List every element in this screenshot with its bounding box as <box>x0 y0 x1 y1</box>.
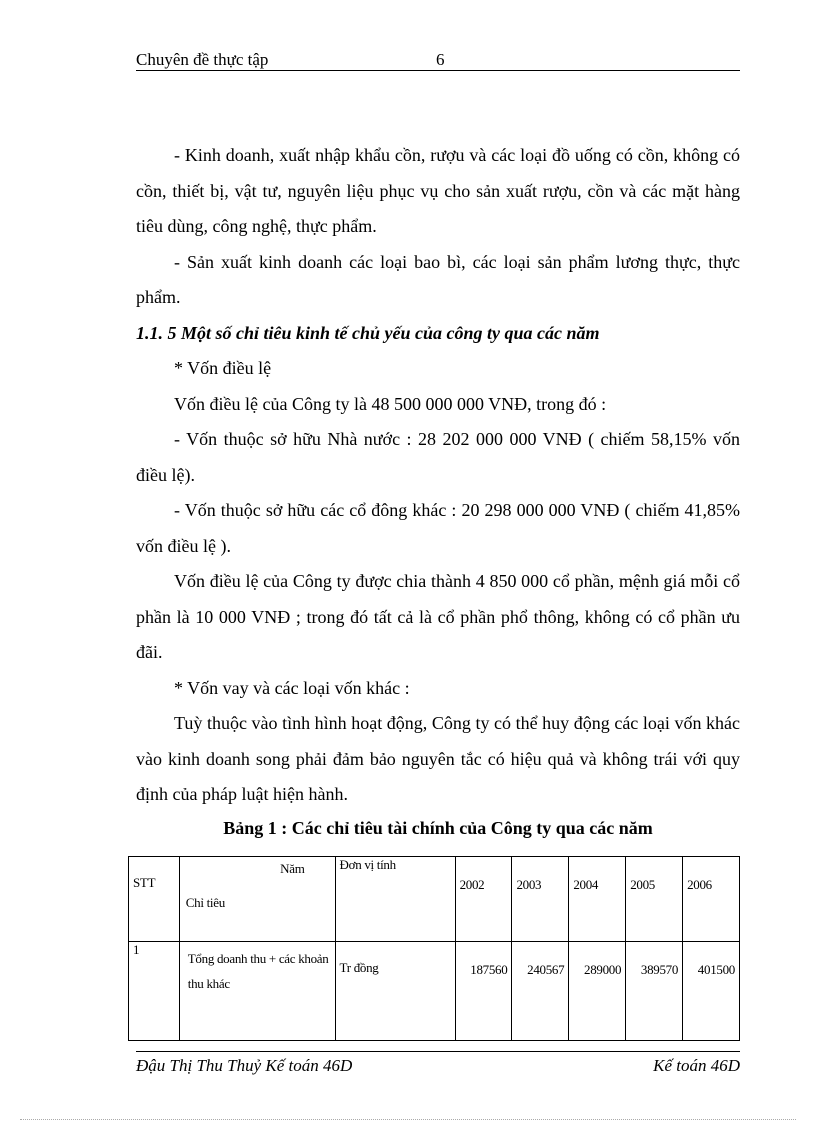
page-edge-divider <box>20 1119 796 1120</box>
row-indicator: Tổng doanh thu + các khoản thu khác <box>179 942 335 1041</box>
paragraph-business-2: - Sản xuất kinh doanh các loại bao bì, các loại sản phẩm lương thực, thực phẩm. <box>136 251 740 307</box>
paragraph-state-capital: - Vốn thuộc sở hữu Nhà nước : 28 202 000 000 VNĐ ( chiếm 58,15% vốn điều lệ). <box>136 429 740 485</box>
header-stt: STT <box>129 857 180 942</box>
header-indicator-label: Chỉ tiêu <box>185 895 225 910</box>
paragraph-shareholder-capital: - Vốn thuộc sở hữu các cổ đông khác : 20 298 000 000 VNĐ ( chiếm 41,85% vốn điều lệ ). <box>136 500 740 556</box>
section-heading: 1.1. 5 Một số chỉ tiêu kinh tế chủ yếu của công ty qua các năm <box>136 322 600 343</box>
paragraph-business-1: - Kinh doanh, xuất nhập khẩu cồn, rượu và các loại đồ uống có cồn, không có cồn, thiết bị, vật tư, nguyên liệu phục vụ cho sản xuất rượu, cồn và các mặt hàng tiêu dùng, công nghệ, thực phẩm. <box>136 145 740 236</box>
header-year-label: Năm <box>280 861 305 876</box>
page-footer <box>136 1051 740 1075</box>
header-indicator <box>179 857 335 942</box>
header-year: 2002 <box>455 857 512 942</box>
table-caption: Bảng 1 : Các chỉ tiêu tài chính của Công ty qua các năm <box>223 817 653 838</box>
header-title: Chuyên đề thực tập <box>136 50 269 69</box>
page-header <box>136 48 740 71</box>
header-year: 2005 <box>626 857 683 942</box>
footer-class: Kế toán 46D <box>653 1056 740 1075</box>
page-number: 6 <box>436 50 445 69</box>
row-value: 187560 <box>455 942 512 1041</box>
header-year: 2004 <box>569 857 626 942</box>
paragraph-charter-capital-title: * Vốn điều lệ <box>174 358 272 378</box>
row-value: 389570 <box>626 942 683 1041</box>
header-year: 2003 <box>512 857 569 942</box>
financial-table <box>128 856 740 1041</box>
footer-author: Đậu Thị Thu Thuỷ Kế toán 46D <box>136 1056 353 1075</box>
table-header-row <box>129 857 740 942</box>
row-value: 240567 <box>512 942 569 1041</box>
header-year: 2006 <box>683 857 740 942</box>
row-stt: 1 <box>129 942 180 1041</box>
row-unit: Tr đồng <box>335 942 455 1041</box>
row-value: 401500 <box>683 942 740 1041</box>
paragraph-loans: Tuỳ thuộc vào tình hình hoạt động, Công ty có thể huy động các loại vốn khác vào kinh doanh song phải đảm bảo nguyên tắc có hiệu quả và không trái với quy định của pháp luật hiện hành. <box>136 713 740 804</box>
header-unit: Đơn vị tính <box>335 857 455 942</box>
paragraph-charter-capital: Vốn điều lệ của Công ty là 48 500 000 000 VNĐ, trong đó : <box>174 393 607 414</box>
paragraph-loans-title: * Vốn vay và các loại vốn khác : <box>174 677 410 698</box>
row-value: 289000 <box>569 942 626 1041</box>
table-row <box>129 942 740 1041</box>
paragraph-shares: Vốn điều lệ của Công ty được chia thành 4 850 000 cổ phần, mệnh giá mỗi cổ phần là 10 000 VNĐ ; trong đó tất cả là cổ phần phổ thông, không có cổ phần ưu đãi. <box>136 571 740 662</box>
body-text <box>136 138 740 841</box>
